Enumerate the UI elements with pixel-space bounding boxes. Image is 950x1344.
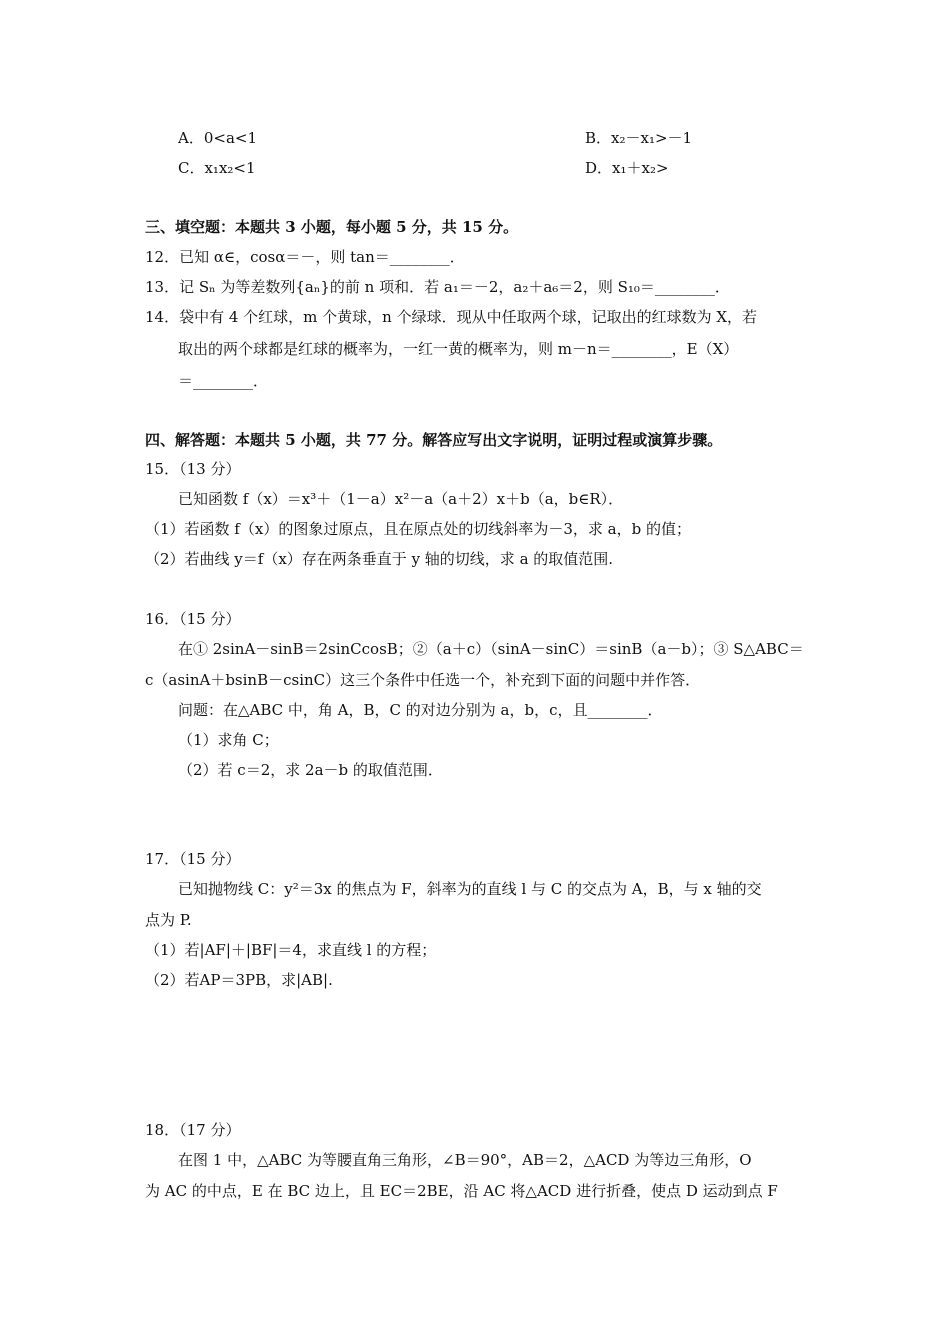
question-12: 12．已知 α∈，cosα＝－，则 tan＝________． <box>145 248 465 266</box>
question-16-number: 16．（15 分） <box>145 610 241 628</box>
question-13: 13．记 Sₙ 为等差数列{aₙ}的前 n 项和．若 a₁＝－2，a₂＋a₆＝2，则 S₁₀＝________． <box>145 278 730 296</box>
question-17-line-2: 点为 P. <box>145 911 192 929</box>
question-15-stem: 已知函数 f（x）＝x³＋（1－a）x²－a（a＋2）x＋b（a，b∈R）． <box>178 490 624 508</box>
question-16-part-2: （2）若 c＝2，求 2a－b 的取值范围． <box>178 761 443 779</box>
question-18-line-1: 在图 1 中，△ABC 为等腰直角三角形，∠B＝90°，AB＝2，△ACD 为等边三角形，O <box>178 1151 752 1169</box>
question-15-number: 15．（13 分） <box>145 460 241 478</box>
question-15-part-1: （1）若函数 f（x）的图象过原点，且在原点处的切线斜率为－3，求 a，b 的值； <box>145 520 691 538</box>
question-14-line-3: ＝________． <box>178 372 269 390</box>
option-c: C．x₁x₂<1 <box>178 159 256 177</box>
question-17-part-1: （1）若|AF|＋|BF|＝4，求直线 l 的方程； <box>145 941 437 959</box>
question-18-number: 18．（17 分） <box>145 1121 241 1139</box>
question-17-part-2: （2）若AP＝3PB，求|AB|. <box>145 971 333 989</box>
question-18-line-2: 为 AC 的中点，E 在 BC 边上，且 EC＝2BE，沿 AC 将△ACD 进行折叠，使点 D 运动到点 F <box>145 1182 778 1200</box>
question-16-line-2: c（asinA＋bsinB－csinC）这三个条件中任选一个，补充到下面的问题中并作答． <box>145 671 701 689</box>
option-b: B．x₂－x₁>－1 <box>585 129 693 147</box>
question-14-line-1: 14．袋中有 4 个红球，m 个黄球，n 个绿球．现从中任取两个球，记取出的红球数为 X，若 <box>145 308 758 326</box>
section-4-heading: 四、解答题：本题共 5 小题，共 77 分。解答应写出文字说明，证明过程或演算步骤。 <box>145 431 723 449</box>
question-15-part-2: （2）若曲线 y＝f（x）存在两条垂直于 y 轴的切线，求 a 的取值范围. <box>145 550 614 568</box>
question-16-problem: 问题：在△ABC 中，角 A，B，C 的对边分别为 a，b，c，且________． <box>178 701 663 719</box>
option-d: D．x₁＋x₂> <box>585 159 669 177</box>
question-16-part-1: （1）求角 C； <box>178 731 279 749</box>
question-16-line-1: 在① 2sinA－sinB＝2sinCcosB；②（a＋c）（sinA－sinC）＝sinB（a－b）；③ S△ABC＝ <box>178 640 804 658</box>
option-a: A．0<a<1 <box>178 129 257 147</box>
section-3-heading: 三、填空题：本题共 3 小题，每小题 5 分，共 15 分。 <box>145 218 519 236</box>
question-17-line-1: 已知抛物线 C：y²＝3x 的焦点为 F，斜率为的直线 l 与 C 的交点为 A，B，与 x 轴的交 <box>178 880 762 898</box>
question-14-line-2: 取出的两个球都是红球的概率为，一红一黄的概率为，则 m－n＝________，E（X） <box>178 340 739 358</box>
question-17-number: 17．（15 分） <box>145 850 241 868</box>
